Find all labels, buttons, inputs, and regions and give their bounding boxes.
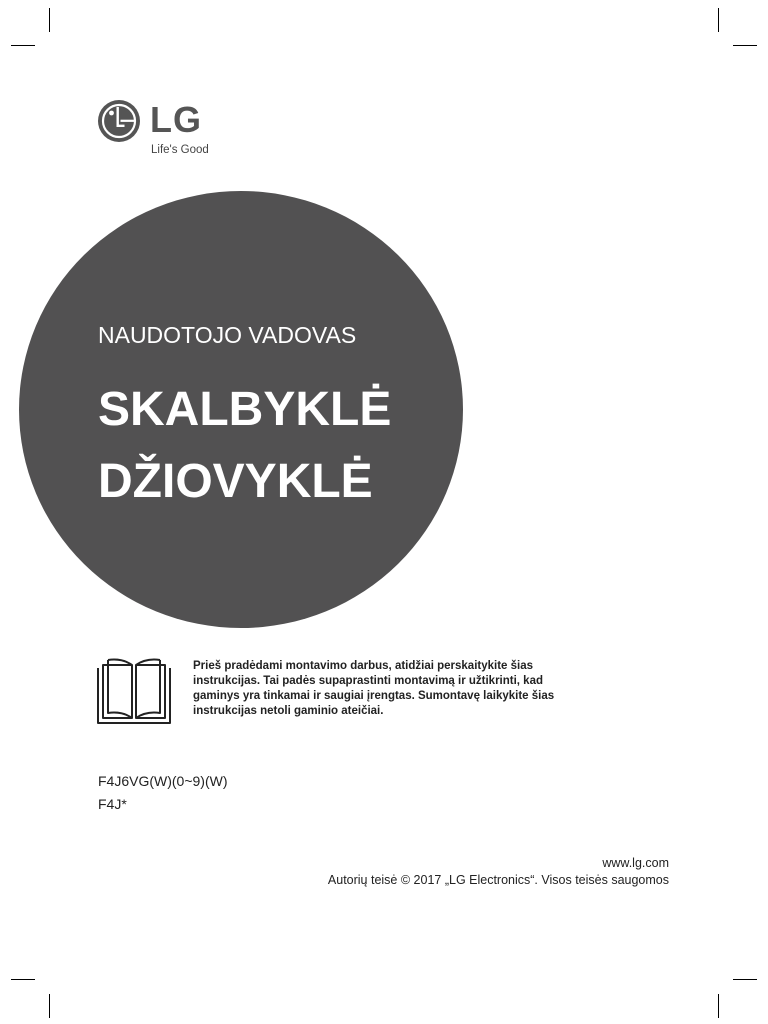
lg-wordmark: LG xyxy=(150,99,202,140)
crop-mark-top-right-horizontal xyxy=(733,45,757,46)
crop-mark-top-right-vertical xyxy=(718,8,719,32)
lg-face-logo-icon xyxy=(96,98,142,144)
model-number: F4J6VG(W)(0~9)(W) xyxy=(98,773,228,789)
notice-line: instrukcijas netoli gaminio ateičiai. xyxy=(193,705,384,717)
lg-logo xyxy=(96,98,236,162)
lg-tagline: Life's Good xyxy=(151,144,209,156)
installation-notice xyxy=(193,659,583,719)
notice-line: Prieš pradėdami montavimo darbus, atidžiai perskaitykite šias xyxy=(193,660,534,672)
crop-mark-top-left-horizontal xyxy=(11,45,35,46)
crop-mark-bottom-left-horizontal xyxy=(11,979,35,980)
copyright-notice: Autorių teisė © 2017 „LG Electronics“. Visos teisės saugomos xyxy=(327,873,669,887)
notice-line: gaminys yra tinkamai ir saugiai įrengtas. Sumontavę laikykite šias xyxy=(193,690,555,702)
crop-mark-bottom-left-vertical xyxy=(49,994,50,1018)
model-number: F4J* xyxy=(98,796,127,812)
crop-mark-top-left-vertical xyxy=(49,8,50,32)
crop-mark-bottom-right-horizontal xyxy=(733,979,757,980)
product-title-washer: SKALBYKLĖ xyxy=(98,383,392,436)
open-book-icon xyxy=(96,656,172,726)
crop-mark-bottom-right-vertical xyxy=(718,994,719,1018)
product-title-dryer: DŽIOVYKLĖ xyxy=(98,455,373,508)
manual-subtitle: NAUDOTOJO VADOVAS xyxy=(98,322,357,348)
notice-line: instrukcijas. Tai padės supaprastinti montavimą ir užtikrinti, kad xyxy=(193,675,543,687)
website-url: www.lg.com xyxy=(602,856,669,870)
